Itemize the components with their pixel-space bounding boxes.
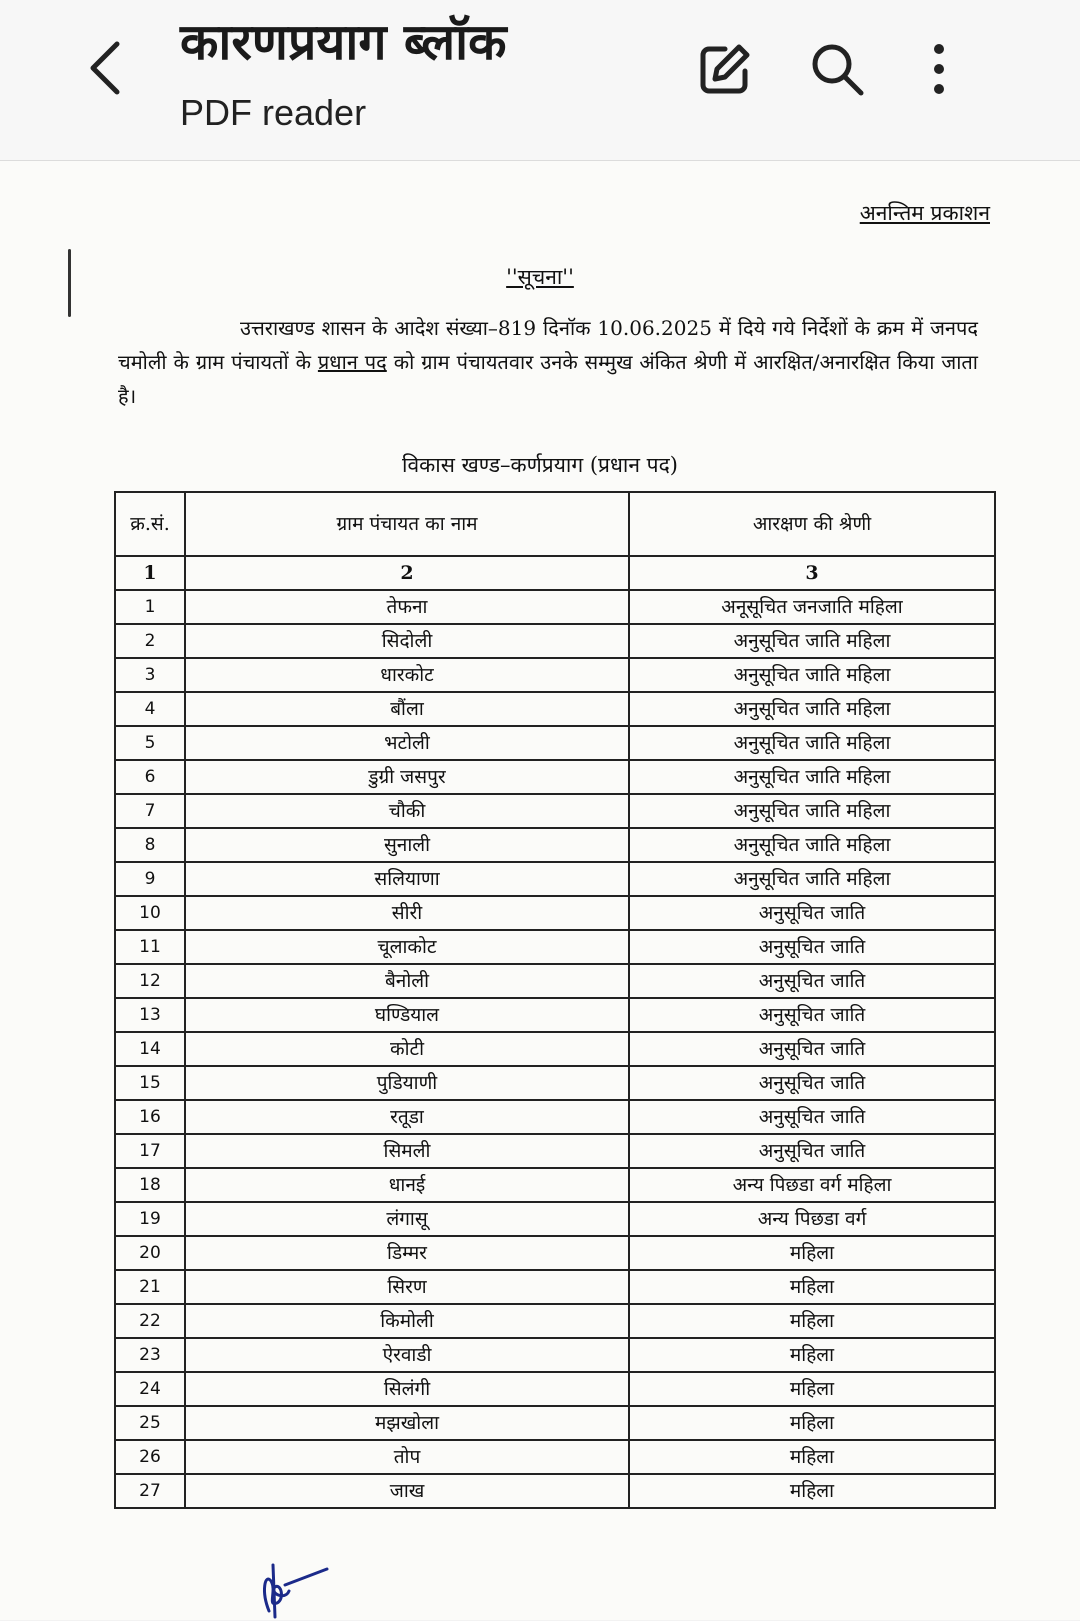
table-row <box>115 1270 995 1304</box>
category-cell: अनुसूचित जाति <box>629 896 995 930</box>
village-name-cell: धानई <box>185 1168 629 1202</box>
table-row <box>115 658 995 692</box>
search-button[interactable] <box>802 34 872 104</box>
category-cell: महिला <box>629 1474 995 1508</box>
serial-cell: 16 <box>115 1100 185 1134</box>
serial-cell: 2 <box>115 624 185 658</box>
village-name-cell: चौकी <box>185 794 629 828</box>
category-cell: अनुसूचित जाति महिला <box>629 726 995 760</box>
serial-cell: 22 <box>115 1304 185 1338</box>
table-caption: विकास खण्ड–कर्णप्रयाग (प्रधान पद) <box>402 453 678 477</box>
column-header-village: ग्राम पंचायत का नाम <box>185 492 629 556</box>
village-name-cell: डिम्मर <box>185 1236 629 1270</box>
category-cell: अनुसूचित जाति महिला <box>629 624 995 658</box>
category-cell: अनुसूचित जाति महिला <box>629 828 995 862</box>
serial-cell: 1 <box>115 590 185 624</box>
category-cell: अनुसूचित जाति महिला <box>629 658 995 692</box>
column-number: 1 <box>115 556 185 590</box>
signature <box>255 1551 335 1621</box>
village-name-cell: सलियाणा <box>185 862 629 896</box>
village-name-cell: सीरी <box>185 896 629 930</box>
serial-cell: 14 <box>115 1032 185 1066</box>
village-name-cell: पुडियाणी <box>185 1066 629 1100</box>
category-cell: अनुसूचित जाति महिला <box>629 692 995 726</box>
back-button[interactable] <box>70 28 140 108</box>
village-name-cell: बौंला <box>185 692 629 726</box>
app-subtitle: PDF reader <box>180 92 367 133</box>
table-row <box>115 930 995 964</box>
category-cell: अनुसूचित जाति महिला <box>629 760 995 794</box>
table-row <box>115 1100 995 1134</box>
category-cell: अनुसूचित जाति महिला <box>629 862 995 896</box>
column-number: 2 <box>185 556 629 590</box>
serial-cell: 6 <box>115 760 185 794</box>
serial-cell: 10 <box>115 896 185 930</box>
serial-cell: 21 <box>115 1270 185 1304</box>
serial-cell: 26 <box>115 1440 185 1474</box>
category-cell: अनुसूचित जाति <box>629 998 995 1032</box>
category-cell: महिला <box>629 1304 995 1338</box>
column-header-category: आरक्षण की श्रेणी <box>629 492 995 556</box>
column-number-row <box>115 556 995 590</box>
category-cell: महिला <box>629 1372 995 1406</box>
village-name-cell: कोटी <box>185 1032 629 1066</box>
village-name-cell: घण्डियाल <box>185 998 629 1032</box>
category-cell: अनुसूचित जाति <box>629 1134 995 1168</box>
serial-cell: 12 <box>115 964 185 998</box>
serial-cell: 5 <box>115 726 185 760</box>
serial-cell: 25 <box>115 1406 185 1440</box>
table-row <box>115 726 995 760</box>
back-arrow-icon <box>85 38 125 98</box>
category-cell: महिला <box>629 1270 995 1304</box>
table-row <box>115 828 995 862</box>
more-vertical-icon <box>924 39 954 99</box>
village-name-cell: सिमली <box>185 1134 629 1168</box>
category-cell: अनुसूचित जाति <box>629 964 995 998</box>
more-options-button[interactable] <box>904 34 974 104</box>
notice-heading: ''सूचना'' <box>506 265 574 289</box>
notice-text-underlined: प्रधान पद <box>317 350 387 374</box>
table-row <box>115 692 995 726</box>
table-row <box>115 794 995 828</box>
table-body <box>115 590 995 1508</box>
category-cell: अनूसूचित जनजाति महिला <box>629 590 995 624</box>
village-name-cell: डुग्री जसपुर <box>185 760 629 794</box>
village-name-cell: ऐरवाडी <box>185 1338 629 1372</box>
notice-text-2: को ग्राम पंचायतवार उनके सम्मुख अंकित श्रेणी में आरक्षित/अनारक्षित किया जाता है। <box>118 350 978 408</box>
edit-button[interactable] <box>690 34 760 104</box>
village-name-cell: भटोली <box>185 726 629 760</box>
serial-cell: 20 <box>115 1236 185 1270</box>
table-header-row <box>115 492 995 556</box>
publication-label: अनन्तिम प्रकाशन <box>859 201 990 225</box>
serial-cell: 19 <box>115 1202 185 1236</box>
village-name-cell: सुनाली <box>185 828 629 862</box>
table-row <box>115 862 995 896</box>
table-row <box>115 1474 995 1508</box>
serial-cell: 11 <box>115 930 185 964</box>
table-row <box>115 590 995 624</box>
serial-cell: 3 <box>115 658 185 692</box>
serial-cell: 13 <box>115 998 185 1032</box>
serial-cell: 7 <box>115 794 185 828</box>
table-row <box>115 1066 995 1100</box>
serial-cell: 4 <box>115 692 185 726</box>
village-name-cell: जाख <box>185 1474 629 1508</box>
notice-text-1: उत्तराखण्ड शासन के आदेश संख्या–819 दिनॉक 10.06.2025 में दिये गये निर्देशों के क्रम में जनपद चमोली के ग्राम पंचायतों के <box>118 316 978 374</box>
category-cell: महिला <box>629 1440 995 1474</box>
table-row <box>115 1202 995 1236</box>
table-row <box>115 998 995 1032</box>
serial-cell: 9 <box>115 862 185 896</box>
serial-cell: 24 <box>115 1372 185 1406</box>
app-bar <box>0 0 1080 161</box>
notice-body <box>118 311 978 413</box>
category-cell: अन्य पिछडा वर्ग महिला <box>629 1168 995 1202</box>
village-name-cell: चूलाकोट <box>185 930 629 964</box>
table-row <box>115 964 995 998</box>
document-page[interactable] <box>0 161 1080 1620</box>
village-name-cell: तेफना <box>185 590 629 624</box>
village-name-cell: लंगासू <box>185 1202 629 1236</box>
village-name-cell: रतूडा <box>185 1100 629 1134</box>
village-name-cell: मझखोला <box>185 1406 629 1440</box>
village-name-cell: सिलंगी <box>185 1372 629 1406</box>
table-row <box>115 1372 995 1406</box>
serial-cell: 27 <box>115 1474 185 1508</box>
reservation-table <box>114 491 996 1509</box>
category-cell: महिला <box>629 1406 995 1440</box>
table-row <box>115 1406 995 1440</box>
table-row <box>115 1032 995 1066</box>
edit-icon <box>695 39 755 99</box>
village-name-cell: धारकोट <box>185 658 629 692</box>
village-name-cell: किमोली <box>185 1304 629 1338</box>
village-name-cell: सिदोली <box>185 624 629 658</box>
serial-cell: 15 <box>115 1066 185 1100</box>
village-name-cell: तोप <box>185 1440 629 1474</box>
serial-cell: 17 <box>115 1134 185 1168</box>
table-row <box>115 1440 995 1474</box>
table-row <box>115 1168 995 1202</box>
table-row <box>115 624 995 658</box>
table-row <box>115 1236 995 1270</box>
column-number: 3 <box>629 556 995 590</box>
village-name-cell: बैनोली <box>185 964 629 998</box>
category-cell: अनुसूचित जाति <box>629 1066 995 1100</box>
search-icon <box>807 39 867 99</box>
serial-cell: 8 <box>115 828 185 862</box>
category-cell: अनुसूचित जाति <box>629 930 995 964</box>
village-name-cell: सिरण <box>185 1270 629 1304</box>
serial-cell: 23 <box>115 1338 185 1372</box>
serial-cell: 18 <box>115 1168 185 1202</box>
table-row <box>115 760 995 794</box>
column-header-serial: क्र.सं. <box>115 492 185 556</box>
category-cell: महिला <box>629 1338 995 1372</box>
category-cell: अन्य पिछडा वर्ग <box>629 1202 995 1236</box>
category-cell: अनुसूचित जाति <box>629 1100 995 1134</box>
document-title: कारणप्रयाग ब्लॉक <box>180 13 507 71</box>
table-row <box>115 896 995 930</box>
category-cell: अनुसूचित जाति <box>629 1032 995 1066</box>
table-row <box>115 1338 995 1372</box>
table-row <box>115 1304 995 1338</box>
category-cell: अनुसूचित जाति महिला <box>629 794 995 828</box>
table-row <box>115 1134 995 1168</box>
category-cell: महिला <box>629 1236 995 1270</box>
